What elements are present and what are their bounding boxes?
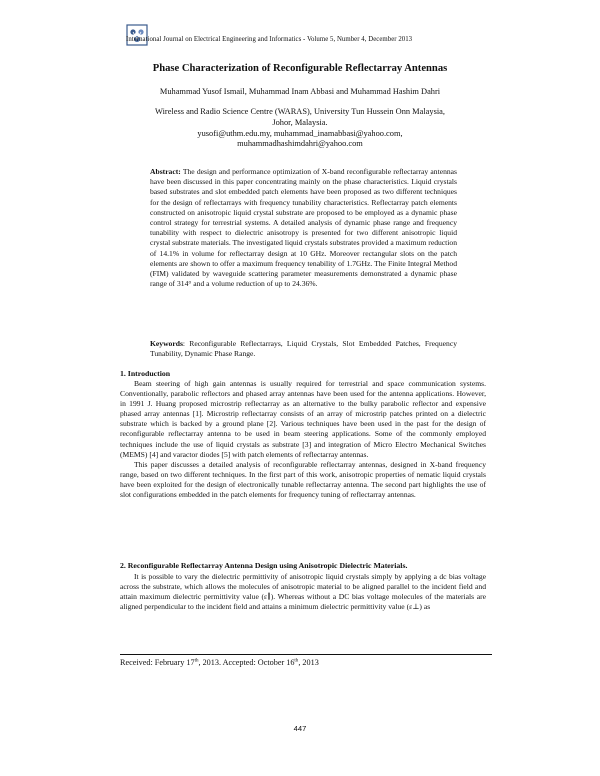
author-emails[interactable]: muhammadhashimdahri@yahoo.com: [237, 139, 363, 149]
keywords-label: Keywords: [150, 339, 183, 348]
journal-header: International Journal on Electrical Engineering and Informatics - Volume 5, Number 4, December 2013: [126, 36, 413, 43]
abstract-label: Abstract:: [150, 167, 181, 176]
received-text: Received: February 17: [120, 658, 195, 667]
paragraph: It is possible to vary the dielectric permittivity of anisotropic liquid crystals simply by applying a dc bias voltage across the substrate, which allows the molecules of anisotropic material to be aligned parallel to the incident field and attain maximum dielectric permittivity value (ε∥). Whereas without a DC bias voltage molecules of the materials are aligned perpendicular to the incident field and attains a minimum dielectric permittivity value (ε⊥) as: [120, 572, 486, 612]
paper-authors: Muhammad Yusof Ismail, Muhammad Inam Abbasi and Muhammad Hashim Dahri: [159, 87, 441, 96]
keywords: [150, 339, 457, 359]
paper-title: Phase Characterization of Reconfigurable Reflectarray Antennas: [152, 63, 448, 74]
affiliation-block: [100, 107, 500, 150]
introduction-body: [120, 379, 486, 500]
affiliation-line: Wireless and Radio Science Centre (WARAS), University Tun Hussein Onn Malaysia,: [155, 107, 445, 116]
section-heading-design: 2. Reconfigurable Reflectarray Antenna Design using Anisotropic Dielectric Materials.: [120, 561, 408, 570]
abstract-text: The design and performance optimization of X-band reconfigurable reflectarray antennas have been discussed in this paper concentrating mainly on the phase characteristics. Liquid crystals based substrates and slot embedded patch elements have been proposed as two different techniques for the design of reflectarrays with frequency tunability characteristics. Reflectarray patch elements constructed on anisotropic liquid crystal substrate are proposed to be employed as a dynamic phase control strategy for terrestrial systems. A detailed analysis of dynamic phase range and frequency tunability with respect to dielectric anisotropy is presented for two different anisotropic liquid crystal substrate materials. The investigated liquid crystals substrates provided a maximum reduction of 14.1% in volume for reflectarray design at 10 GHz. Moreover rectangular slots on the patch elements are shown to offer a maximum frequency tenability of 1.7GHz. The Finite Integral Method (FIM) validated by waveguide scattering parameter measurements demonstrated a dynamic phase range of 314° and a volume reduction of up to 24.36%.: [150, 167, 457, 289]
section-heading-introduction: 1. Introduction: [120, 369, 171, 378]
footnote-rule: [120, 654, 492, 655]
abstract: [150, 167, 457, 289]
ordinal-suffix: th: [194, 658, 199, 664]
received-accepted-dates: [120, 658, 319, 667]
accepted-text: , 2013. Accepted: October 16: [198, 658, 295, 667]
section2-body: [120, 572, 486, 612]
keywords-text: : Reconfigurable Reflectarrays, Liquid Crystals, Slot Embedded Patches, Frequency Tunability, Dynamic Phase Range.: [150, 339, 457, 359]
affiliation-line: Johor, Malaysia.: [272, 117, 328, 127]
paragraph: This paper discusses a detailed analysis of reconfigurable reflectarray antennas, designed in X-band frequency range, based on two different techniques. In the first part of this work, anisotropic properties of nematic liquid crystals have been exploited for the design of electronically tunable reflectarray antenna. The second part highlights the use of slot configurations embedded in the patch elements for frequency tuning of reflectarray antennas.: [120, 459, 486, 500]
page-number: 447: [293, 724, 307, 733]
year-text: , 2013: [298, 658, 319, 667]
author-emails[interactable]: yusofi@uthm.edu.my, muhammad_inamabbasi@yahoo.com,: [197, 128, 403, 138]
paragraph: Beam steering of high gain antennas is usually required for terrestrial and space communication systems. Conventionally, parabolic reflectors and phased array antennas have been used for the antenna applications. However, in 1991 J. Huang proposed microstrip reflectarray as an alternative to the bulky parabolic reflector and expensive phased array antennas [1]. Microstrip reflectarray consists of an array of microstrip patches printed on a dielectric substrate which is backed by a ground plane [2]. Various techniques have been used in the past for the design of reconfigurable reflectarray antenna to be used in beam steering applications. Some of the commonly employed techniques include the use of liquid crystals as substrate [3] and integration of Micro Electro Mechanical Switches (MEMS) [4] and varactor diodes [5] with patch elements of reflectarray antennas.: [120, 379, 486, 459]
ordinal-suffix: th: [294, 658, 299, 664]
